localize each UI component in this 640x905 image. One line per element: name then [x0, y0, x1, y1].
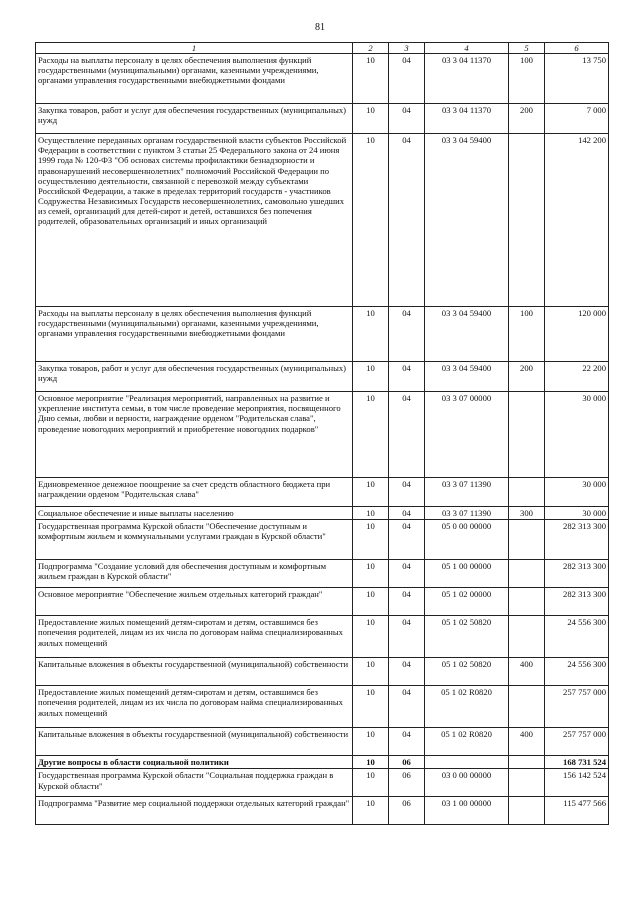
row-subsection-cell: 04 [389, 478, 425, 507]
row-section-cell: 10 [353, 362, 389, 392]
row-sum-cell: 282 313 300 [545, 520, 609, 560]
row-target-article-cell: 05 1 02 50820 [425, 616, 509, 658]
row-section-cell: 10 [353, 686, 389, 728]
row-name-cell: Единовременное денежное поощрение за счет средств областного бюджета при награждении орденом "Родительская слава" [36, 478, 353, 507]
row-section-cell: 10 [353, 392, 389, 478]
row-expense-type-cell: 200 [509, 362, 545, 392]
row-target-article-cell: 05 1 02 00000 [425, 588, 509, 616]
row-target-article-cell: 05 1 00 00000 [425, 560, 509, 588]
row-sum-cell: 142 200 [545, 134, 609, 307]
row-subsection-cell: 04 [389, 686, 425, 728]
row-expense-type-cell: 100 [509, 54, 545, 104]
budget-table [35, 42, 609, 825]
row-section-cell: 10 [353, 134, 389, 307]
row-subsection-cell: 04 [389, 728, 425, 756]
row-sum-cell: 30 000 [545, 392, 609, 478]
row-subsection-cell: 04 [389, 588, 425, 616]
row-expense-type-cell [509, 478, 545, 507]
row-name-cell: Государственная программа Курской области "Обеспечение доступным и комфортным жильем и коммунальными услугами граждан в Курской области" [36, 520, 353, 560]
row-subsection-cell: 04 [389, 392, 425, 478]
row-subsection-cell: 04 [389, 560, 425, 588]
row-subsection-cell: 04 [389, 54, 425, 104]
table-row [36, 104, 609, 134]
row-name-cell: Другие вопросы в области социальной политики [36, 756, 353, 769]
row-name-cell: Предоставление жилых помещений детям-сиротам и детям, оставшимся без попечения родителей, лицам из их числа по договорам найма специализированных жилых помещений [36, 686, 353, 728]
row-expense-type-cell [509, 134, 545, 307]
column-header: 3 [389, 43, 425, 54]
row-subsection-cell: 06 [389, 797, 425, 825]
row-subsection-cell: 04 [389, 658, 425, 686]
row-section-cell: 10 [353, 307, 389, 362]
row-sum-cell: 115 477 566 [545, 797, 609, 825]
row-expense-type-cell [509, 616, 545, 658]
row-section-cell: 10 [353, 520, 389, 560]
table-row [36, 362, 609, 392]
table-row [36, 588, 609, 616]
row-target-article-cell: 05 0 00 00000 [425, 520, 509, 560]
row-sum-cell: 282 313 300 [545, 560, 609, 588]
row-sum-cell: 24 556 300 [545, 658, 609, 686]
row-expense-type-cell [509, 769, 545, 797]
row-expense-type-cell: 200 [509, 104, 545, 134]
table-row [36, 616, 609, 658]
row-name-cell: Социальное обеспечение и иные выплаты населению [36, 507, 353, 520]
row-name-cell: Расходы на выплаты персоналу в целях обеспечения выполнения функций государственными (муниципальными) органами, казенными учреждениями, органами управления государственными внебюджетными фондами [36, 54, 353, 104]
row-name-cell: Подпрограмма "Развитие мер социальной поддержки отдельных категорий граждан" [36, 797, 353, 825]
row-sum-cell: 22 200 [545, 362, 609, 392]
row-expense-type-cell [509, 392, 545, 478]
row-expense-type-cell: 400 [509, 728, 545, 756]
row-sum-cell: 30 000 [545, 478, 609, 507]
table-row [36, 307, 609, 362]
row-name-cell: Государственная программа Курской области "Социальная поддержка граждан в Курской области" [36, 769, 353, 797]
row-name-cell: Основное мероприятие "Реализация мероприятий, направленных на развитие и укрепление института семьи, в том числе проведение мероприятия, посвященного Дню семьи, любви и верности, награждение орденом "Родительская слава", проведение новогодних мероприятий и приобретение новогодних подарков" [36, 392, 353, 478]
row-section-cell: 10 [353, 588, 389, 616]
row-name-cell: Подпрограмма "Создание условий для обеспечения доступным и комфортным жильем граждан в Курской области" [36, 560, 353, 588]
row-target-article-cell: 03 3 04 59400 [425, 134, 509, 307]
row-section-cell: 10 [353, 507, 389, 520]
row-section-cell: 10 [353, 797, 389, 825]
row-target-article-cell: 03 0 00 00000 [425, 769, 509, 797]
row-name-cell: Капитальные вложения в объекты государственной (муниципальной) собственности [36, 728, 353, 756]
row-section-cell: 10 [353, 658, 389, 686]
row-section-cell: 10 [353, 616, 389, 658]
row-section-cell: 10 [353, 560, 389, 588]
table-row [36, 658, 609, 686]
row-subsection-cell: 04 [389, 134, 425, 307]
row-target-article-cell: 03 3 04 11370 [425, 54, 509, 104]
row-name-cell: Основное мероприятие "Обеспечение жильем отдельных категорий граждан" [36, 588, 353, 616]
row-target-article-cell: 03 3 07 11390 [425, 507, 509, 520]
row-name-cell: Закупка товаров, работ и услуг для обеспечения государственных (муниципальных) нужд [36, 362, 353, 392]
row-expense-type-cell [509, 797, 545, 825]
column-header: 2 [353, 43, 389, 54]
row-target-article-cell: 03 3 07 11390 [425, 478, 509, 507]
row-expense-type-cell [509, 560, 545, 588]
table-row [36, 686, 609, 728]
row-target-article-cell: 03 3 04 59400 [425, 307, 509, 362]
row-target-article-cell: 03 3 04 59400 [425, 362, 509, 392]
row-sum-cell: 120 000 [545, 307, 609, 362]
row-name-cell: Закупка товаров, работ и услуг для обеспечения государственных (муниципальных) нужд [36, 104, 353, 134]
table-row [36, 478, 609, 507]
row-sum-cell: 168 731 524 [545, 756, 609, 769]
row-expense-type-cell: 400 [509, 658, 545, 686]
table-row [36, 728, 609, 756]
row-target-article-cell: 03 1 00 00000 [425, 797, 509, 825]
column-header: 4 [425, 43, 509, 54]
row-sum-cell: 156 142 524 [545, 769, 609, 797]
row-target-article-cell [425, 756, 509, 769]
table-row [36, 560, 609, 588]
row-target-article-cell: 03 3 04 11370 [425, 104, 509, 134]
row-sum-cell: 257 757 000 [545, 686, 609, 728]
row-name-cell: Капитальные вложения в объекты государственной (муниципальной) собственности [36, 658, 353, 686]
row-expense-type-cell [509, 686, 545, 728]
row-section-cell: 10 [353, 104, 389, 134]
row-subsection-cell: 04 [389, 616, 425, 658]
row-section-cell: 10 [353, 54, 389, 104]
row-section-cell: 10 [353, 756, 389, 769]
table-row [36, 520, 609, 560]
column-header: 1 [36, 43, 353, 54]
row-sum-cell: 282 313 300 [545, 588, 609, 616]
row-expense-type-cell [509, 588, 545, 616]
row-target-article-cell: 05 1 02 50820 [425, 658, 509, 686]
row-name-cell: Расходы на выплаты персоналу в целях обеспечения выполнения функций государственными (муниципальными) органами, казенными учреждениями, органами управления государственными внебюджетными фондами [36, 307, 353, 362]
row-sum-cell: 257 757 000 [545, 728, 609, 756]
row-section-cell: 10 [353, 728, 389, 756]
row-target-article-cell: 05 1 02 R0820 [425, 728, 509, 756]
row-subsection-cell: 04 [389, 307, 425, 362]
row-section-cell: 10 [353, 769, 389, 797]
column-header: 5 [509, 43, 545, 54]
table-row [36, 54, 609, 104]
column-number-row [36, 43, 609, 54]
row-section-cell: 10 [353, 478, 389, 507]
table-row [36, 769, 609, 797]
table-row [36, 797, 609, 825]
column-header: 6 [545, 43, 609, 54]
row-subsection-cell: 06 [389, 756, 425, 769]
table-row [36, 507, 609, 520]
row-sum-cell: 7 000 [545, 104, 609, 134]
row-subsection-cell: 04 [389, 507, 425, 520]
table-row [36, 756, 609, 769]
row-subsection-cell: 04 [389, 362, 425, 392]
row-expense-type-cell [509, 756, 545, 769]
table-row [36, 134, 609, 307]
row-sum-cell: 24 556 300 [545, 616, 609, 658]
row-subsection-cell: 04 [389, 520, 425, 560]
page-number: 81 [315, 22, 325, 33]
row-target-article-cell: 03 3 07 00000 [425, 392, 509, 478]
row-expense-type-cell [509, 520, 545, 560]
table-row [36, 392, 609, 478]
row-sum-cell: 13 750 [545, 54, 609, 104]
row-name-cell: Предоставление жилых помещений детям-сиротам и детям, оставшимся без попечения родителей, лицам из их числа по договорам найма специализированных жилых помещений [36, 616, 353, 658]
row-name-cell: Осуществление переданных органам государственной власти субъектов Российской Федерации в соответствии с пунктом 3 статьи 25 Федерального закона от 24 июня 1999 года № 120-ФЗ "Об основах системы профилактики безнадзорности и правонарушений несовершеннолетних" полномочий Российской Федерации по осуществлению деятельности, связанной с перевозкой между субъектами Российской Федерации, а также в пределах территорий государств - участников Содружества Независимых Государств несовершеннолетних, самовольно ушедших из семей, организаций для детей-сирот и детей, оставшихся без попечения родителей, образовательных организаций и иных организаций [36, 134, 353, 307]
row-sum-cell: 30 000 [545, 507, 609, 520]
row-target-article-cell: 05 1 02 R0820 [425, 686, 509, 728]
row-subsection-cell: 04 [389, 104, 425, 134]
row-expense-type-cell: 300 [509, 507, 545, 520]
row-subsection-cell: 06 [389, 769, 425, 797]
row-expense-type-cell: 100 [509, 307, 545, 362]
